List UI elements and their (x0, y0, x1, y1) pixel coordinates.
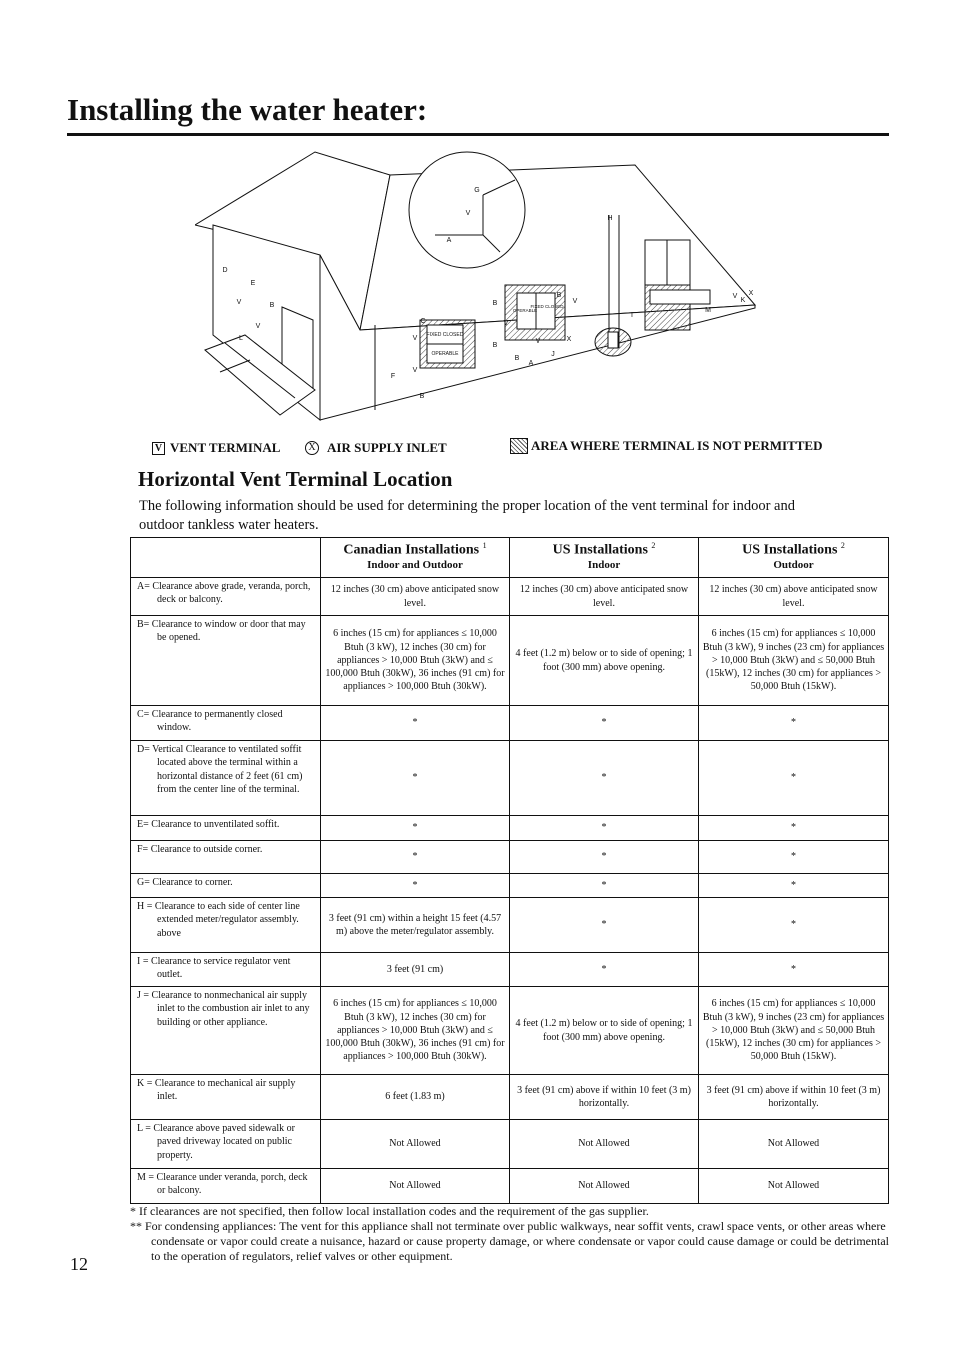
row-label: G= Clearance to corner. (131, 874, 321, 898)
header-us-outdoor: US Installations $^2$ Outdoor (699, 538, 889, 578)
canadian-value: 3 feet (91 cm) within a height 15 feet (4.57 m) above the meter/regulator assembly. (321, 898, 510, 953)
canadian-value: Not Allowed (321, 1120, 510, 1169)
us-outdoor-value: * (699, 741, 889, 816)
us-outdoor-value: 6 inches (15 cm) for appliances ≤ 10,000 Btuh (3 kW), 9 inches (23 cm) for appliances > 10,000 Btuh (3kW) and ≤ 50,000 Btuh (15kW), 12 inches (30 cm) for appliances > 50,000 Btuh (15kW). (699, 616, 889, 706)
us-indoor-value: * (510, 841, 699, 874)
svg-text:B: B (492, 300, 498, 307)
legend-not-permitted (510, 438, 822, 454)
section-title: Horizontal Vent Terminal Location (138, 467, 453, 491)
svg-text:F: F (390, 373, 396, 380)
table-row (131, 1120, 889, 1169)
svg-text:D: D (222, 267, 228, 274)
svg-text:A: A (446, 237, 452, 244)
footnotes (130, 1204, 890, 1264)
svg-text:I: I (631, 312, 633, 319)
table-row (131, 741, 889, 816)
row-label: B= Clearance to window or door that may be opened. (131, 616, 321, 706)
page-title: Installing the water heater: (67, 92, 428, 127)
table-row (131, 874, 889, 898)
house-vent-diagram (195, 150, 770, 430)
hatched-area-icon (510, 438, 528, 454)
svg-text:X: X (566, 336, 572, 343)
svg-text:X: X (748, 290, 754, 297)
us-indoor-value: 4 feet (1.2 m) below or to side of opening; 1 foot (300 mm) above opening. (510, 616, 699, 706)
air-supply-icon: X (305, 441, 319, 455)
row-label: I = Clearance to service regulator vent outlet. (131, 953, 321, 987)
us-outdoor-value: * (699, 841, 889, 874)
svg-text:FIXED CLOSED: FIXED CLOSED (426, 332, 464, 338)
svg-text:A: A (528, 360, 534, 367)
row-label: F= Clearance to outside corner. (131, 841, 321, 874)
table-row (131, 898, 889, 953)
us-indoor-value: 4 feet (1.2 m) below or to side of opening; 1 foot (300 mm) above opening. (510, 987, 699, 1075)
svg-text:FIXED CLOSED: FIXED CLOSED (530, 304, 564, 309)
svg-text:OPERABLE: OPERABLE (512, 308, 538, 313)
svg-text:H: H (607, 215, 613, 222)
us-indoor-value: * (510, 874, 699, 898)
legend-vent-terminal (152, 440, 280, 456)
us-indoor-value: * (510, 706, 699, 741)
clearance-table (130, 537, 889, 1204)
corner-cell (131, 538, 321, 578)
svg-text:J: J (551, 351, 555, 358)
canadian-value: 6 inches (15 cm) for appliances ≤ 10,000 Btuh (3 kW), 12 inches (30 cm) for appliances > 10,000 Btuh (3kW) and ≤ 100,000 Btuh (30kW), 36 inches (91 cm) for appliances > 100,000 Btuh (30kW). (321, 987, 510, 1075)
legend-air-supply (305, 440, 447, 456)
us-outdoor-value: * (699, 898, 889, 953)
svg-text:B: B (514, 355, 520, 362)
svg-text:B: B (492, 342, 498, 349)
svg-text:V: V (412, 335, 418, 342)
canadian-value: 6 feet (1.83 m) (321, 1075, 510, 1120)
not-permitted-label: AREA WHERE TERMINAL IS NOT PERMITTED (531, 438, 823, 453)
us-outdoor-value: * (699, 816, 889, 841)
intro-text: The following information should be used for determining the proper location of the vent terminal for indoor and outdoor tankless water heaters. (139, 498, 795, 533)
vent-terminal-icon: V (152, 442, 165, 455)
canadian-value: Not Allowed (321, 1169, 510, 1204)
row-label: E= Clearance to unventilated soffit. (131, 816, 321, 841)
svg-text:OPERABLE: OPERABLE (431, 351, 459, 357)
us-outdoor-value: Not Allowed (699, 1169, 889, 1204)
svg-text:G: G (474, 187, 480, 194)
us-outdoor-value: * (699, 874, 889, 898)
svg-text:V: V (535, 338, 541, 345)
header-canadian: Canadian Installations $^1$ Indoor and Outdoor (321, 538, 510, 578)
canadian-value: * (321, 741, 510, 816)
svg-text:B: B (269, 302, 275, 309)
svg-text:M: M (705, 307, 711, 314)
page-number: 12 (70, 1254, 88, 1274)
row-label: L = Clearance above paved sidewalk or paved driveway located on public property. (131, 1120, 321, 1169)
us-indoor-value: 12 inches (30 cm) above anticipated snow level. (510, 578, 699, 616)
row-label: M = Clearance under veranda, porch, deck or balcony. (131, 1169, 321, 1204)
row-label: K = Clearance to mechanical air supply inlet. (131, 1075, 321, 1120)
svg-text:L: L (239, 335, 243, 342)
us-indoor-value: 3 feet (91 cm) above if within 10 feet (3 m) horizontally. (510, 1075, 699, 1120)
row-label: C= Clearance to permanently closed window. (131, 706, 321, 741)
row-label: H = Clearance to each side of center line extended meter/regulator assembly. above (131, 898, 321, 953)
row-label: J = Clearance to nonmechanical air supply inlet to the combustion air inlet to any building or other appliance. (131, 987, 321, 1075)
canadian-value: * (321, 706, 510, 741)
row-label: A= Clearance above grade, veranda, porch, deck or balcony. (131, 578, 321, 616)
table-row (131, 953, 889, 987)
table-row (131, 616, 889, 706)
us-indoor-value: * (510, 816, 699, 841)
svg-text:V: V (503, 320, 509, 327)
us-indoor-value: * (510, 953, 699, 987)
svg-text:V: V (236, 299, 242, 306)
vent-terminal-label: VENT TERMINAL (170, 440, 281, 455)
header-us-indoor: US Installations $^2$ Indoor (510, 538, 699, 578)
canadian-value: * (321, 841, 510, 874)
svg-text:V: V (572, 298, 578, 305)
canadian-value: 12 inches (30 cm) above anticipated snow level. (321, 578, 510, 616)
canadian-value: * (321, 874, 510, 898)
svg-text:V: V (412, 367, 418, 374)
us-outdoor-value: * (699, 706, 889, 741)
svg-text:K: K (740, 297, 746, 304)
us-outdoor-value: Not Allowed (699, 1120, 889, 1169)
us-indoor-value: Not Allowed (510, 1120, 699, 1169)
svg-text:B: B (419, 393, 425, 400)
table-row (131, 706, 889, 741)
us-indoor-value: Not Allowed (510, 1169, 699, 1204)
us-outdoor-value: 12 inches (30 cm) above anticipated snow level. (699, 578, 889, 616)
us-indoor-value: * (510, 898, 699, 953)
table-row (131, 987, 889, 1075)
table-row (131, 1169, 889, 1204)
table-row (131, 578, 889, 616)
svg-text:V: V (255, 323, 261, 330)
svg-text:E: E (250, 280, 256, 287)
canadian-value: 6 inches (15 cm) for appliances ≤ 10,000 Btuh (3 kW), 12 inches (30 cm) for appliances > 10,000 Btuh (3kW) and ≤ 100,000 Btuh (30kW), 36 inches (91 cm) for appliances > 100,000 Btuh (30kW). (321, 616, 510, 706)
svg-text:C: C (420, 318, 426, 325)
svg-text:B: B (556, 292, 562, 299)
air-supply-label: AIR SUPPLY INLET (327, 440, 447, 455)
us-indoor-value: * (510, 741, 699, 816)
table-row (131, 816, 889, 841)
svg-text:V: V (465, 210, 471, 217)
table-row (131, 841, 889, 874)
table-row (131, 1075, 889, 1120)
footnote-single: * If clearances are not specified, then follow local installation codes and the requirement of the gas supplier. (130, 1204, 649, 1218)
row-label: D= Vertical Clearance to ventilated soffit located above the terminal within a horizontal distance of 2 feet (61 cm) from the center line of the terminal. (131, 741, 321, 816)
footnote-double: ** For condensing appliances: The vent for this appliance shall not terminate over public walkways, near soffit vents, crawl space vents, or other areas where condensate or vapor could create a nuisance, hazard or cause property damage, or where condensate or vapor could cause damage or could be detrimental to the operation of regulators, relief valves or other equipment. (130, 1219, 889, 1263)
us-outdoor-value: 6 inches (15 cm) for appliances ≤ 10,000 Btuh (3 kW), 9 inches (23 cm) for appliances > 10,000 Btuh (3kW) and ≤ 50,000 Btuh (15kW), 12 inches (30 cm) for appliances > 50,000 Btuh (15kW). (699, 987, 889, 1075)
canadian-value: * (321, 816, 510, 841)
svg-text:V: V (732, 293, 738, 300)
title-rule (67, 133, 889, 136)
canadian-value: 3 feet (91 cm) (321, 953, 510, 987)
us-outdoor-value: 3 feet (91 cm) above if within 10 feet (3 m) horizontally. (699, 1075, 889, 1120)
us-outdoor-value: * (699, 953, 889, 987)
